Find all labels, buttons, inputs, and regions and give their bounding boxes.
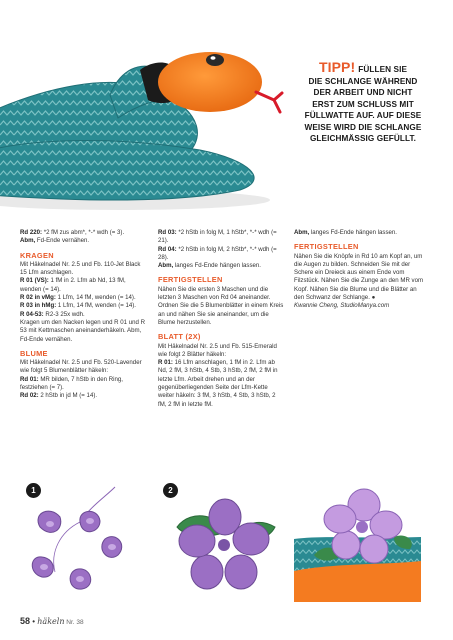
tip-line-2: DER ARBEIT UND NICHT	[313, 88, 413, 97]
r02-text: 1 Lfm, 14 fM, wenden (= 14).	[55, 294, 136, 302]
r03-text: 1 Lfm, 14 fM, wenden (= 14).	[56, 302, 137, 310]
magazine-brand: häkeln	[37, 617, 65, 626]
tip-label: TIPP!	[318, 59, 356, 75]
tip-line-3: ERST ZUM SCHLUSS MIT	[312, 99, 414, 109]
fertigstellen-text-2: Nähen Sie die Knöpfe in Rd 10 am Kopf an, um die Augen zu bilden. Schneiden Sie mit der Schere ein Dreieck aus einem Ende vom Filzstück. Nähen Sie die Zunge an den MR vom Kopf. Nähen Sie die Blume und die Blätter an den Schwanz der Schlange. ●	[294, 252, 424, 302]
rd220-text: *2 fM zus abm*, *-* wdh (= 3).	[42, 229, 125, 236]
abm-para-3	[294, 229, 424, 237]
fertigstellen-text: Nähen Sie die ersten 3 Maschen und die letzten 3 Maschen von Rd 04 aneinander. Ordnen Sie die 5 Blumenblätter in einem Kreis an und nähen Sie sie aneinander, um die Blume herzustellen.	[158, 285, 284, 326]
kragen-intro: Mit Häkelnadel Nr. 2.5 und Fb. 110-Jet Black 15 Lfm anschlagen.	[20, 260, 141, 277]
rd03-label: Rd 03:	[158, 229, 177, 236]
column-3	[294, 229, 424, 311]
r0453-label: R 04-53:	[20, 310, 44, 318]
rd01-label: Rd 01:	[20, 375, 39, 383]
r01-label: R 01 (VS):	[20, 277, 49, 285]
rd04-label: Rd 04:	[158, 245, 177, 253]
rd04-para	[158, 246, 284, 263]
r02-para	[20, 294, 146, 302]
r01-para	[20, 277, 146, 294]
page-footer	[20, 616, 84, 626]
tail-illustration	[294, 477, 421, 602]
abm-para-2	[158, 262, 284, 270]
rd03-text: *2 hStb in folg M, 1 hStb*, *-* wdh (= 21).	[158, 229, 277, 245]
blatt-r01-text: 16 Lfm anschlagen, 1 fM in 2. Lfm ab Nd, 2 fM, 3 hStb, 4 Stb, 3 hStb, 2 fM, 2 fM in letzte Lfm. Arbeit drehen und an der gegenüberliegenden Seite der Lfm-Kette weiter häkeln: 3 fM, 3 hStb, 4 Stb, 3 hStb, 2 fM, 2 fM in letzte fM.	[158, 359, 278, 408]
r0453-para	[20, 311, 146, 319]
tip-box	[288, 59, 438, 145]
tip-line-1: DIE SCHLANGE WÄHREND	[308, 76, 418, 86]
r02-label: R 02 in vMg:	[20, 294, 56, 302]
kragen-heading: KRAGEN	[20, 250, 54, 260]
abm-para	[20, 237, 146, 245]
tip-line-0: FÜLLEN SIE	[358, 65, 408, 74]
issue-number: Nr. 38	[64, 619, 84, 626]
flower-illustration	[157, 477, 284, 602]
rd03-para	[158, 229, 284, 246]
tip-line-4: FÜLLWATTE AUF. AUF DIESE	[304, 111, 422, 120]
page-number: 58	[20, 616, 31, 626]
abm-text-2: langes Fd-Ende hängen lassen.	[173, 262, 261, 270]
blume-heading: BLUME	[20, 348, 48, 358]
tip-line-5: WEISE WIRD DIE SCHLANGE	[304, 122, 422, 132]
rd02-label: Rd 02:	[20, 392, 39, 400]
blatt-r01-para	[158, 359, 284, 409]
r03-label: R 03 in hMg:	[20, 302, 57, 310]
fertigstellen-heading: FERTIGSTELLEN	[158, 275, 223, 285]
blatt-intro: Mit Häkelnadel Nr. 2.5 und Fb. 515-Emerald wie folgt 2 Blätter häkeln:	[158, 342, 277, 358]
r01-text: 1 fM in 2. Lfm ab Nd, 13 fM, wenden (= 14).	[20, 277, 126, 293]
rd01-para	[20, 376, 146, 393]
rd220-para	[20, 229, 146, 237]
abm-label-3: Abm,	[294, 229, 310, 236]
abm-label: Abm,	[20, 237, 36, 245]
abm-label-2: Abm,	[158, 262, 174, 270]
r0453-text: R2-3 25x wdh.	[43, 310, 85, 318]
step-badge-1: 1	[26, 483, 41, 498]
rd04-text: *2 hStb in folg M, 2 hStb*, *-* wdh (= 28).	[158, 245, 277, 261]
photo-flower	[157, 477, 284, 602]
rd02-text: 2 hStb in jd M (= 14).	[38, 392, 98, 400]
credit: Kwannie Cheng, StudioManya.com	[294, 302, 390, 310]
step-badge-2: 2	[163, 483, 178, 498]
blatt-heading: BLATT (2X)	[158, 332, 201, 342]
column-1	[20, 229, 146, 401]
petals-illustration	[20, 477, 147, 602]
abm-text-3: langes Fd-Ende hängen lassen.	[309, 229, 397, 236]
blume-intro: Mit Häkelnadel Nr. 2.5 und Fb. 520-Lavender wie folgt 5 Blumenblätter häkeln:	[20, 359, 142, 375]
footer-bullet: •	[30, 617, 38, 626]
tip-line-6: GLEICHMÄSSIG GEFÜLLT.	[309, 134, 417, 143]
rd02-para	[20, 392, 146, 400]
kragen-end: Kragen um den Nacken legen und R 01 und R 53 mit Kettmaschen aneinanderhäkeln. Abm, Fd-Ende vernähen.	[20, 318, 146, 343]
photo-tail	[294, 477, 421, 602]
hero-photo	[0, 0, 453, 222]
rd01-text: MR bilden, 7 hStb in den Ring, festziehen (= 7).	[20, 375, 123, 392]
abm-text: Fd-Ende vernähen.	[35, 237, 90, 245]
blatt-r01-label: R 01:	[158, 359, 173, 367]
fertigstellen-heading-2: FERTIGSTELLEN	[294, 242, 359, 252]
column-2	[158, 229, 284, 409]
photo-petals	[20, 477, 147, 602]
rd220-label: Rd 220:	[20, 229, 43, 236]
r03-para	[20, 302, 146, 310]
